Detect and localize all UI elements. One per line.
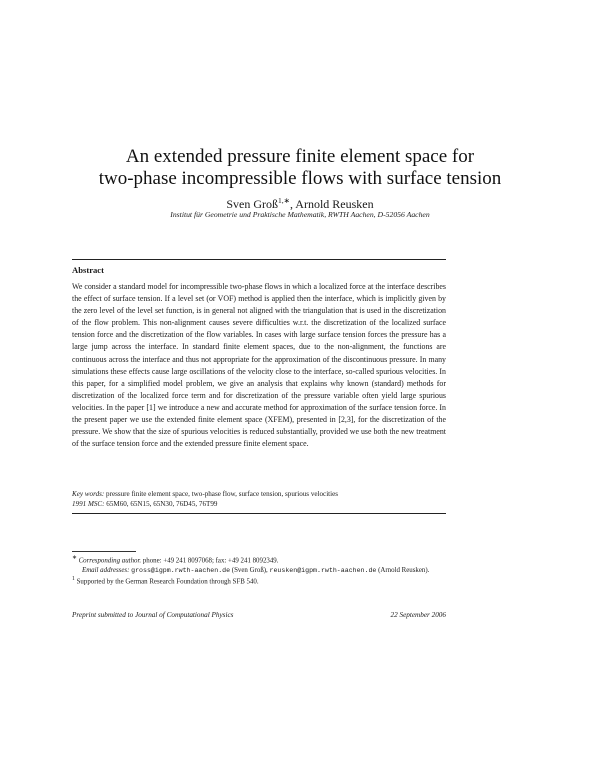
abstract-heading: Abstract bbox=[72, 265, 104, 275]
footnotes bbox=[72, 554, 446, 586]
email1-name: (Sven Groß), bbox=[230, 566, 270, 574]
corr-mark: ∗ bbox=[72, 555, 77, 561]
msc-line bbox=[72, 499, 446, 509]
footnote-corresponding bbox=[72, 554, 446, 566]
corr-text: phone: +49 241 8097068; fax: +49 241 8092349. bbox=[141, 557, 279, 565]
title-line-1: An extended pressure finite element space for bbox=[125, 146, 475, 167]
footnote-rule bbox=[72, 551, 136, 552]
footnote-1 bbox=[72, 575, 446, 587]
author-second: Arnold Reusken bbox=[295, 197, 374, 211]
msc-label: 1991 MSC: bbox=[72, 500, 105, 508]
keywords-text: pressure finite element space, two-phase flow, surface tension, spurious velocities bbox=[106, 490, 339, 498]
email-link-reusken[interactable]: reusken@igpm.rwth-aachen.de bbox=[269, 566, 377, 574]
corr-label: Corresponding author. bbox=[78, 557, 142, 565]
abstract-bottom-rule bbox=[72, 513, 446, 514]
affiliation: Institut für Geometrie und Praktische Mathematik, RWTH Aachen, D-52056 Aachen bbox=[170, 210, 430, 219]
keywords-label: Key words: bbox=[72, 490, 105, 498]
msc-text: 65M60, 65N15, 65N30, 76D45, 76T99 bbox=[106, 500, 218, 508]
fn1-mark: 1 bbox=[72, 575, 75, 582]
title-line-2: two-phase incompressible flows with surface tension bbox=[98, 168, 502, 189]
keywords-block bbox=[72, 489, 446, 509]
email-link-gross[interactable]: gross@igpm.rwth-aachen.de bbox=[131, 566, 231, 574]
author-list bbox=[0, 194, 600, 211]
keywords-line bbox=[72, 489, 446, 499]
fn1-text: Supported by the German Research Foundation through SFB 540. bbox=[74, 578, 259, 585]
email-label: Email addresses: bbox=[82, 566, 130, 574]
author-first: Sven Groß bbox=[226, 197, 279, 211]
preprint-note: Preprint submitted to Journal of Computational Physics bbox=[72, 611, 234, 619]
abstract-top-rule bbox=[72, 259, 446, 260]
author-first-marks: 1,∗ bbox=[278, 196, 290, 205]
preprint-date: 22 September 2006 bbox=[390, 611, 446, 619]
paper-title bbox=[0, 146, 600, 190]
abstract-body: We consider a standard model for incompressible two-phase flows in which a localized force at the interface describes the effect of surface tension. If a level set (or VOF) method is applied then the interface, which is implicitly given by the zero level of the level set function, is in general not aligned with the triangulation that is used in the discretization of the flow problem. This non-alignment causes severe difficulties w.r.t. the discretization of the localized surface tension force and the discretization of the flow variables. In cases with large surface tension forces the pressure has a large jump across the interface. In standard finite element spaces, due to the non-alignment, the functions are continuous across the interface and thus not appropriate for the approximation of the discontinuous pressure. In many simulations these effects cause large oscillations of the velocity close to the interface, so-called spurious velocities. In this paper, for a simplified model problem, we give an analysis that explains why known (standard) methods for discretization of the localized force term and for discretization of the pressure variable often yield large spurious velocities. In the paper [1] we introduce a new and accurate method for approximation of the surface tension force. In the present paper we use the extended finite element space (XFEM), presented in [2,3], for the discretization of the pressure. We show that the size of spurious velocities is reduced substantially, provided we use both the new treatment of the surface tension force and the extended pressure finite element space. bbox=[72, 282, 446, 449]
footnote-emails bbox=[72, 566, 446, 575]
email2-name: (Arnold Reusken). bbox=[376, 566, 430, 574]
author-separator: , bbox=[289, 197, 296, 211]
